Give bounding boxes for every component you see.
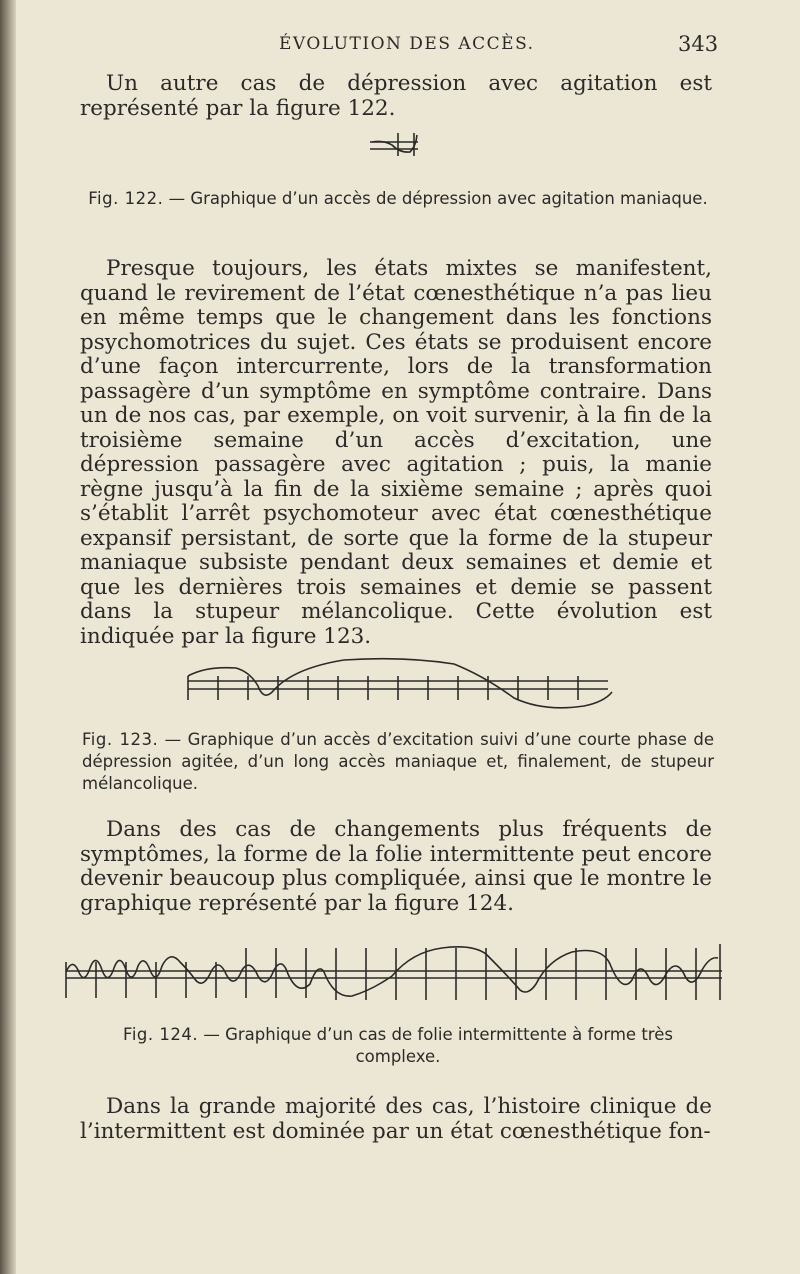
paragraph-1: Un autre cas de dépression avec agitation est représenté par la figure 122.	[80, 71, 712, 121]
figure-123-caption-text: — Graphique d’un accès d’excitation suivi d’une courte phase de dépression agitée, d’un long accès maniaque et, finalement, de stupeur mélancolique.	[82, 730, 715, 793]
figure-124-caption-text: — Graphique d’un cas de folie intermittente à forme très complexe.	[198, 1025, 673, 1066]
figure-123-label: Fig. 123.	[82, 730, 159, 749]
page-number: 343	[678, 32, 719, 56]
figure-124-caption	[82, 1024, 714, 1068]
figure-122-label: Fig. 122.	[88, 189, 164, 208]
figure-124-graphic	[62, 940, 726, 1010]
paragraph-2: Presque toujours, les états mixtes se manifestent, quand le revirement de l’état cœnesthétique n’a pas lieu en même temps que le changement dans les fonctions psychomotrices du sujet. Ces états se produisent encore d’une façon intercurrente, lors de la transformation passagère d’un symptôme en symptôme contraire. Dans un de nos cas, par exemple, on voit survenir, à la fin de la troisième semaine d’un accès d’excitation, une dépression passagère avec agitation ; puis, la manie règne jusqu’à la fin de la sixième semaine ; après quoi s’établit l’arrêt psychomoteur avec état cœnesthétique expansif persistant, de sorte que la forme de la stupeur maniaque subsiste pendant deux semaines et demie et que les dernières trois semaines et demie se passent dans la stupeur mélancolique. Cette évolution est indiquée par la figure 123.	[80, 256, 712, 649]
figure-122-caption-text: — Graphique d’un accès de dépression avec agitation maniaque.	[163, 189, 708, 208]
figure-122-caption	[82, 188, 714, 210]
page-binding-edge	[0, 0, 16, 1274]
figure-122-graphic	[370, 130, 420, 164]
figure-123-caption	[82, 729, 714, 795]
running-title: ÉVOLUTION DES ACCÈS.	[279, 34, 535, 54]
figure-123-graphic	[184, 654, 616, 714]
page-header	[0, 32, 800, 62]
paragraph-4: Dans la grande majorité des cas, l’histoire clinique de l’intermittent est dominée par un état cœnesthétique fon-	[80, 1094, 712, 1144]
figure-124-label: Fig. 124.	[123, 1025, 199, 1044]
paragraph-3: Dans des cas de changements plus fréquents de symptômes, la forme de la folie intermittente peut encore devenir beaucoup plus compliquée, ainsi que le montre le graphique représenté par la figure 124.	[80, 817, 712, 916]
